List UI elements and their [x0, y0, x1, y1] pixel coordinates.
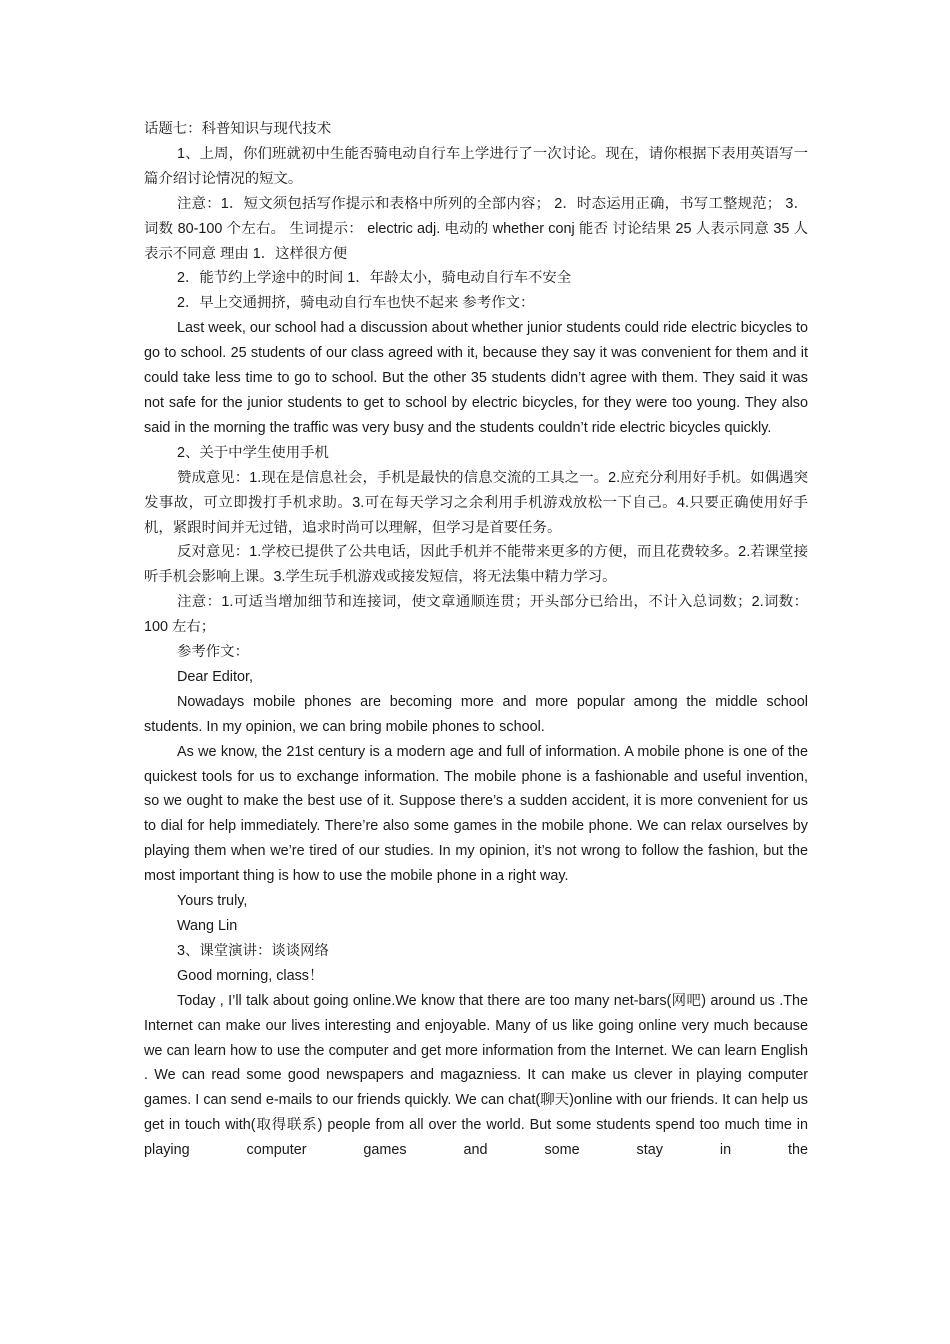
task-2-heading: 2、关于中学生使用手机: [177, 444, 329, 461]
task-2-pro-opinions: 赞成意见：1.现在是信息社会，手机是最快的信息交流的工具之一。2.应充分利用好手机。如偶遇突发事故，可立即拨打手机求助。3.可在每天学习之余利用手机游戏放松一下自己。4.只要正确使用好手机，紧跟时间并无过错，追求时尚可以理解，但学习是首要任务。: [144, 469, 808, 536]
task-1-notes: 注意：1．短文须包括写作提示和表格中所列的全部内容； 2．时态运用正确，书写工整规范； 3．词数 80-100 个左右。 生词提示： electric adj. 电动的 whether conj 能否 讨论结果 25 人表示同意 35 人表示不同意 理由 1．这样很方便: [144, 195, 808, 262]
speech-body: Today , I’ll talk about going online.We know that there are too many net-bars(网吧) around us .The Internet can make our lives interesting and enjoyable. Many of us like going online very much because we can learn how to use the computer and get more information from the Internet. We can learn English . We can read some good newspapers and magazniess. It can make us clever in playing computer games. I can send e-mails to our friends quickly. We can chat(聊天)online with our friends. It can help us get in touch with(取得联系) people from all over the world. But some students spend too much time in playing computer games and some stay in the: [144, 992, 808, 1159]
sample-essay-label: 参考作文：: [177, 644, 249, 661]
speech-greeting: Good morning, class！: [177, 967, 324, 984]
letter-signature: Wang Lin: [177, 918, 238, 934]
task-1-prompt: 1、上周，你们班就初中生能否骑电动自行车上学进行了一次讨论。现在，请你根据下表用英语写一篇介绍讨论情况的短文。: [144, 145, 808, 187]
letter-intro: Nowadays mobile phones are becoming more and more popular among the middle school students. In my opinion, we can bring mobile phones to school.: [144, 693, 808, 735]
sample-essay-1: Last week, our school had a discussion about whether junior students could ride electric bicycles to go to school. 25 students of our class agreed with it, because they say it was convenient for them and it could take less time to go to school. But the other 35 students didn’t agree with them. They said it was not safe for the junior students to get to school by electric bicycles, for they were too young. They also said in the morning the traffic was very busy and the students couldn’t ride electric bicycles quickly.: [144, 320, 808, 436]
letter-closing: Yours truly,: [177, 893, 248, 910]
task-3-heading: 3、课堂演讲：谈谈网络: [177, 942, 329, 959]
document-page: [144, 117, 808, 1163]
task-1-reasons: 2．能节约上学途中的时间 1．年龄太小，骑电动自行车不安全: [177, 270, 572, 287]
task-2-notes: 注意：1.可适当增加细节和连接词，使文章通顺连贯；开头部分已给出，不计入总词数；2.词数：100 左右；: [144, 594, 808, 636]
task-1-reasons-cont: 2．早上交通拥挤，骑电动自行车也快不起来 参考作文：: [177, 295, 535, 312]
letter-body: As we know, the 21st century is a modern age and full of information. A mobile phone is one of the quickest tools for us to exchange information. The mobile phone is a fashionable and useful invention, so we ought to make the best use of it. Suppose there’s a sudden accident, it is more convenient for us to dial for help immediately. There’re also some games in the mobile phone. We can relax ourselves by playing them when we’re tired of our studies. In my opinion, it’s not wrong to follow the fashion, but the most important thing is how to use the mobile phone in a right way.: [144, 743, 808, 885]
topic-heading: 话题七：科普知识与现代技术: [144, 121, 332, 137]
task-2-con-opinions: 反对意见：1.学校已提供了公共电话，因此手机并不能带来更多的方便，而且花费较多。2.若课堂接听手机会影响上课。3.学生玩手机游戏或接发短信，将无法集中精力学习。: [144, 544, 808, 586]
letter-salutation: Dear Editor,: [177, 668, 253, 685]
